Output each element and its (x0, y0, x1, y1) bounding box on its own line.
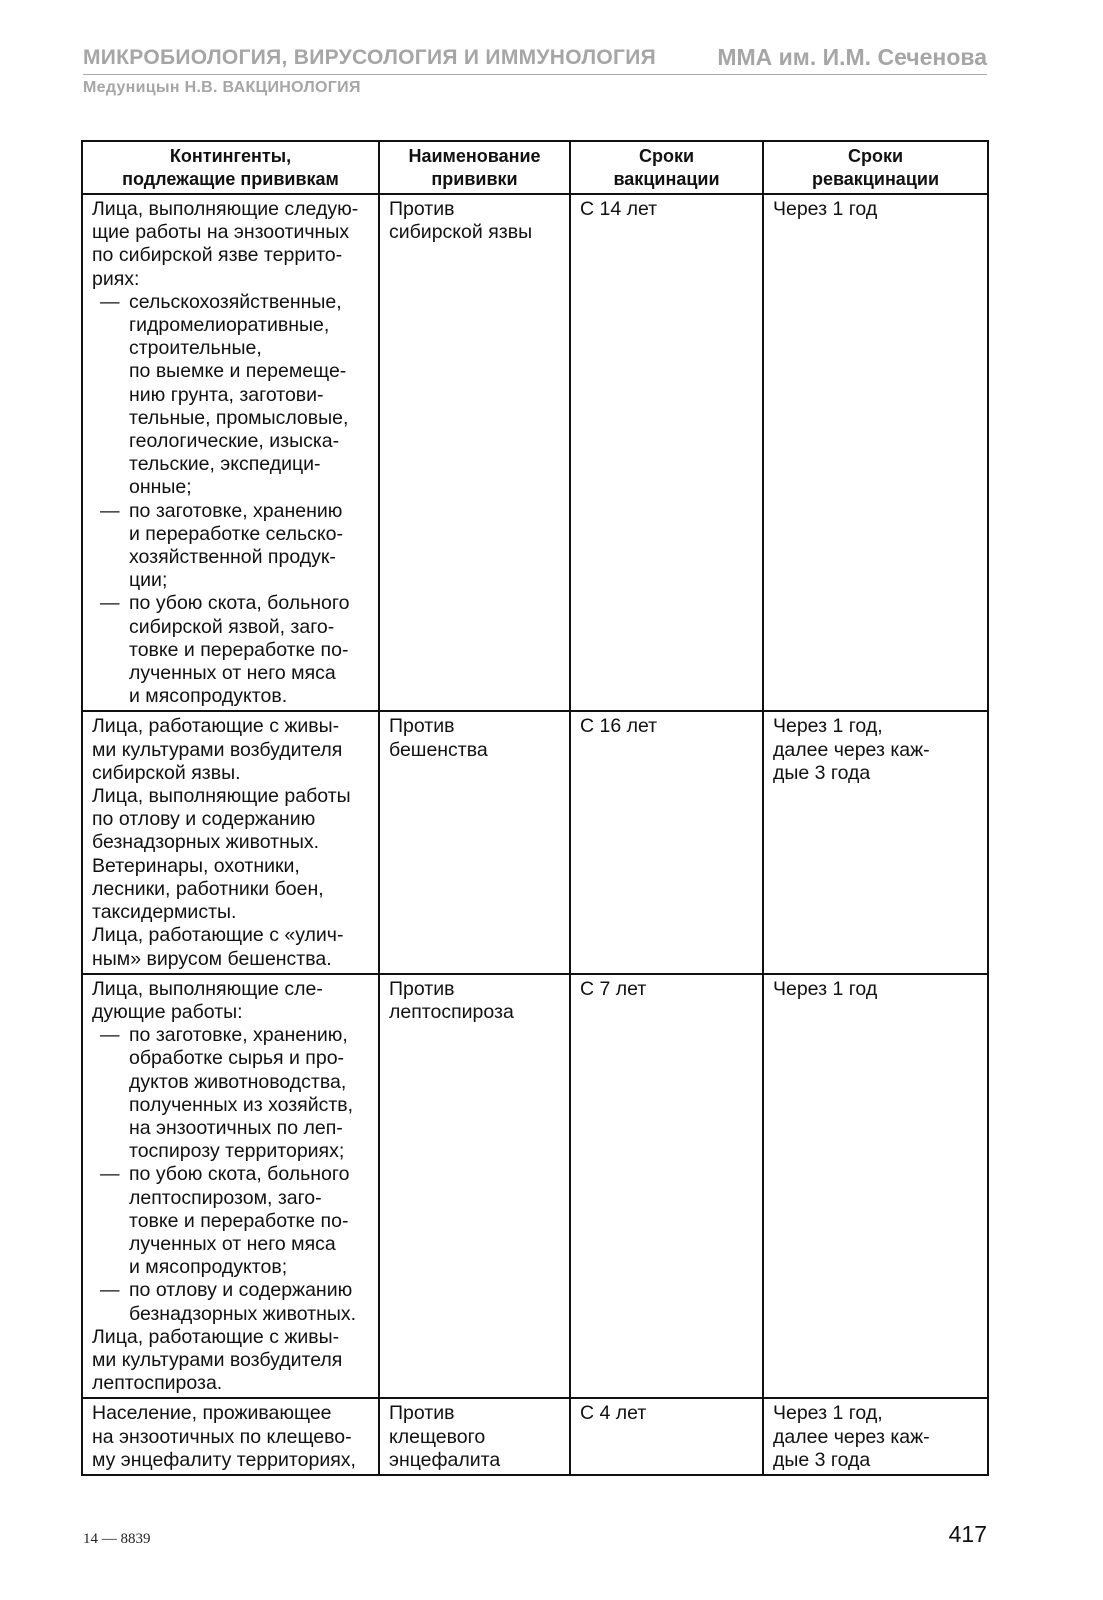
cell-vaccine-name: Против лептоспироза (379, 974, 570, 1399)
header-institution: ММА им. И.М. Сеченова (717, 44, 987, 70)
column-header: Сроки ревакцинации (763, 141, 988, 194)
table-row (82, 194, 988, 711)
column-header: Наименование прививки (379, 141, 570, 194)
list-item-text: по заготовке, хранению и переработке сельско- хозяйственной продук- ции; (129, 499, 343, 592)
cell-revaccination-term: Через 1 год (763, 194, 988, 711)
cell-vaccination-age: С 7 лет (570, 974, 763, 1399)
cell-revaccination-term: Через 1 год (763, 974, 988, 1399)
list-dash: — (100, 1024, 120, 1047)
list-item-text: по убою скота, больного лептоспирозом, заго- товке и переработке по- лученных от него мяса и мясопродуктов; (129, 1163, 350, 1279)
printer-signature: 14 — 8839 (83, 1531, 151, 1547)
cell-vaccination-age: С 4 лет (570, 1398, 763, 1475)
table-row (82, 711, 988, 973)
cell-vaccination-age: С 14 лет (570, 194, 763, 711)
list-dash: — (100, 290, 120, 313)
dash-list-item (92, 500, 372, 593)
table-row (82, 1398, 988, 1475)
dash-list-item (92, 1024, 372, 1163)
list-dash: — (100, 1279, 120, 1302)
cell-vaccine-name: Против сибирской язвы (379, 194, 570, 711)
list-item-text: по заготовке, хранению, обработке сырья и про- дуктов животноводства, полученных из хозяйств, на энзоотичных по леп- тоспирозу территориях; (129, 1024, 354, 1163)
list-item-text: по убою скота, больного сибирской язвой, заго- товке и переработке по- лученных от него мяса и мясопродуктов. (129, 592, 350, 708)
list-dash: — (100, 499, 120, 522)
dash-list-item (92, 1163, 372, 1279)
column-header: Контингенты, подлежащие прививкам (82, 141, 379, 194)
table-row (82, 974, 988, 1399)
cell-vaccine-name: Против бешенства (379, 711, 570, 973)
running-header (83, 44, 987, 75)
dash-list-item (92, 592, 372, 708)
column-header: Сроки вакцинации (570, 141, 763, 194)
paragraph: Лица, выполняющие следую- щие работы на энзоотичных по сибирской язве террито- риях: (92, 198, 359, 290)
paragraph: Население, проживающее на энзоотичных по клещево- му энцефалиту территориях, (92, 1402, 356, 1471)
cell-vaccine-name: Против клещевого энцефалита (379, 1398, 570, 1475)
cell-contingent (82, 974, 379, 1399)
cell-contingent (82, 711, 379, 973)
list-dash: — (100, 592, 120, 615)
paragraph: Лица, работающие с живы- ми культурами возбудителя сибирской язвы. Лица, выполняющие работы по отлову и содержанию безнадзорных животных. Ветеринары, охотники, лесники, работники боен, таксидермисты. Лица, работающие с «улич- ным» вирусом бешенства. (92, 715, 351, 970)
paragraph: Лица, работающие с живы- ми культурами возбудителя лептоспироза. (92, 1325, 343, 1395)
header-book-title: Медуницын Н.В. ВАКЦИНОЛОГИЯ (83, 79, 361, 96)
table-body (82, 194, 988, 1475)
cell-contingent (82, 1398, 379, 1475)
cell-revaccination-term: Через 1 год, далее через каж- дые 3 года (763, 1398, 988, 1475)
paragraph: Лица, выполняющие сле- дующие работы: (92, 977, 323, 1023)
vaccination-table (81, 140, 989, 1476)
cell-revaccination-term: Через 1 год, далее через каж- дые 3 года (763, 711, 988, 973)
dash-list-item (92, 291, 372, 500)
header-subject: МИКРОБИОЛОГИЯ, ВИРУСОЛОГИЯ И ИММУНОЛОГИЯ (83, 46, 657, 69)
page-number: 417 (948, 1521, 987, 1547)
cell-vaccination-age: С 16 лет (570, 711, 763, 973)
cell-contingent (82, 194, 379, 711)
table-header-row (82, 141, 988, 194)
list-item-text: сельскохозяйственные, гидромелиоративные, строительные, по выемке и перемеще- нию грунта, заготови- тельные, промысловые, геологические, изыска- тельские, экспедици- онные; (129, 290, 349, 499)
dash-list-item (92, 1279, 372, 1325)
list-dash: — (100, 1163, 120, 1186)
list-item-text: по отлову и содержанию безнадзорных животных. (129, 1279, 357, 1325)
